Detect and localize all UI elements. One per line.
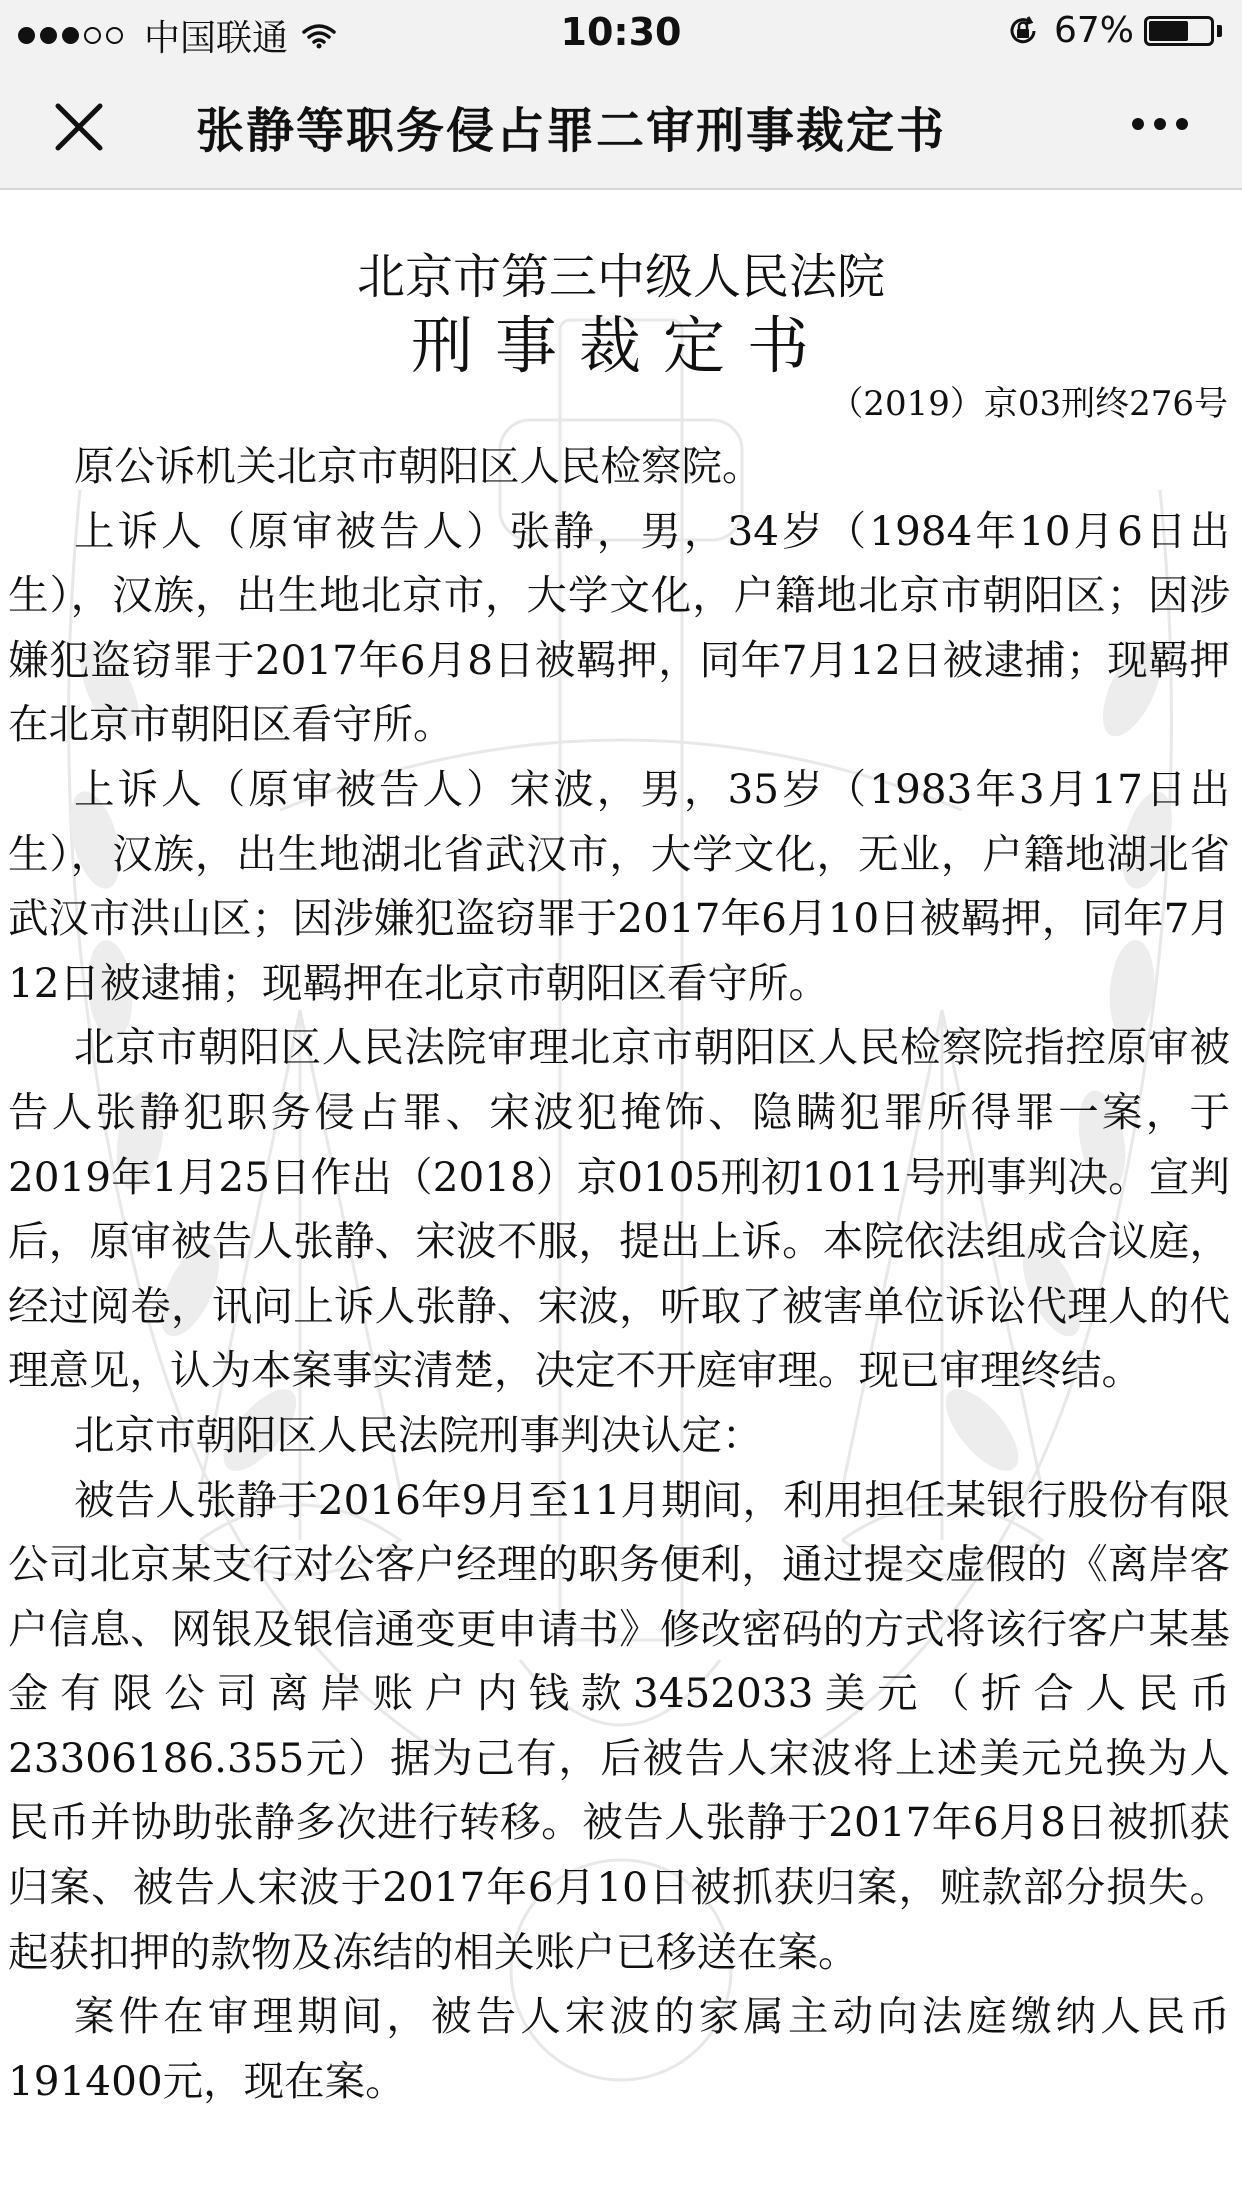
status-bar — [0, 0, 1242, 62]
more-dot — [1132, 118, 1144, 130]
court-name: 北京市第三中级人民法院 — [356, 249, 885, 305]
battery-fill — [1149, 21, 1188, 41]
paragraph-facts: 被告人张静于2016年9月至11月期间，利用担任某银行股份有限公司北京某支行对公客户经理的职务便利，通过提交虚假的《离岸客户信息、网银及银信通变更申请书》修改密码的方式将该行客户某基金有限公司离岸账户内钱款3452033美元（折合人民币23306186.355元）据为己有，后被告人宋波将上述美元兑换为人民币并协助张静多次进行转移。被告人张静于2017年6月8日被抓获归案、被告人宋波于2017年6月10日被抓获归案，赃款部分损失。起获扣押的款物及冻结的相关账户已移送在案。 — [8, 1475, 1230, 1976]
document-view[interactable] — [0, 190, 1242, 2208]
document-type: 刑事裁定书 — [410, 309, 831, 382]
paragraph-prosecutor: 原公诉机关北京市朝阳区人民检察院。 — [74, 442, 763, 490]
document-body — [8, 434, 1230, 2113]
carrier-name: 中国联通 — [144, 18, 289, 59]
more-options-button[interactable] — [1122, 118, 1188, 130]
navigation-bar — [0, 62, 1242, 190]
paragraph-appellant-song: 上诉人（原审被告人）宋波，男，35岁（1983年3月17日出生），汉族，出生地湖北省武汉市，大学文化，无业，户籍地湖北省武汉市洪山区；因涉嫌犯盗窃罪于2017年6月10日被羁押，同年7月12日被逮捕；现羁押在北京市朝阳区看守所。 — [8, 764, 1230, 1007]
more-dot — [1176, 118, 1188, 130]
rotation-lock-icon — [1006, 14, 1040, 48]
paragraph-procedure: 北京市朝阳区人民法院审理北京市朝阳区人民检察院指控原审被告人张静犯职务侵占罪、宋波犯掩饰、隐瞒犯罪所得罪一案，于2019年1月25日作出（2018）京0105刑初1011号刑事判决。宣判后，原审被告人张静、宋波不服，提出上诉。本院依法组成合议庭，经过阅卷，讯问上诉人张静、宋波，听取了被害单位诉讼代理人的代理意见，认为本案事实清楚，决定不开庭审理。现已审理终结。 — [8, 1023, 1230, 1395]
page-title: 张静等职务侵占罪二审刑事裁定书 — [196, 103, 947, 159]
case-number: （2019）京03刑终276号 — [829, 384, 1228, 424]
paragraph-appellant-zhang: 上诉人（原审被告人）张静，男，34岁（1984年10月6日出生），汉族，出生地北京市，大学文化，户籍地北京市朝阳区；因涉嫌犯盗窃罪于2017年6月8日被羁押，同年7月12日被逮捕；现羁押在北京市朝阳区看守所。 — [8, 506, 1230, 749]
status-right — [1006, 10, 1222, 51]
battery-tip — [1217, 25, 1222, 37]
battery-icon — [1144, 16, 1214, 46]
battery-percent: 67% — [1053, 10, 1134, 51]
more-dot — [1154, 118, 1166, 130]
status-time: 10:30 — [560, 10, 682, 54]
paragraph-payment: 案件在审理期间，被告人宋波的家属主动向法庭缴纳人民币191400元，现在案。 — [8, 1992, 1230, 2105]
paragraph-first-instance-heading: 北京市朝阳区人民法院刑事判决认定： — [74, 1410, 763, 1459]
close-button[interactable] — [50, 98, 108, 156]
